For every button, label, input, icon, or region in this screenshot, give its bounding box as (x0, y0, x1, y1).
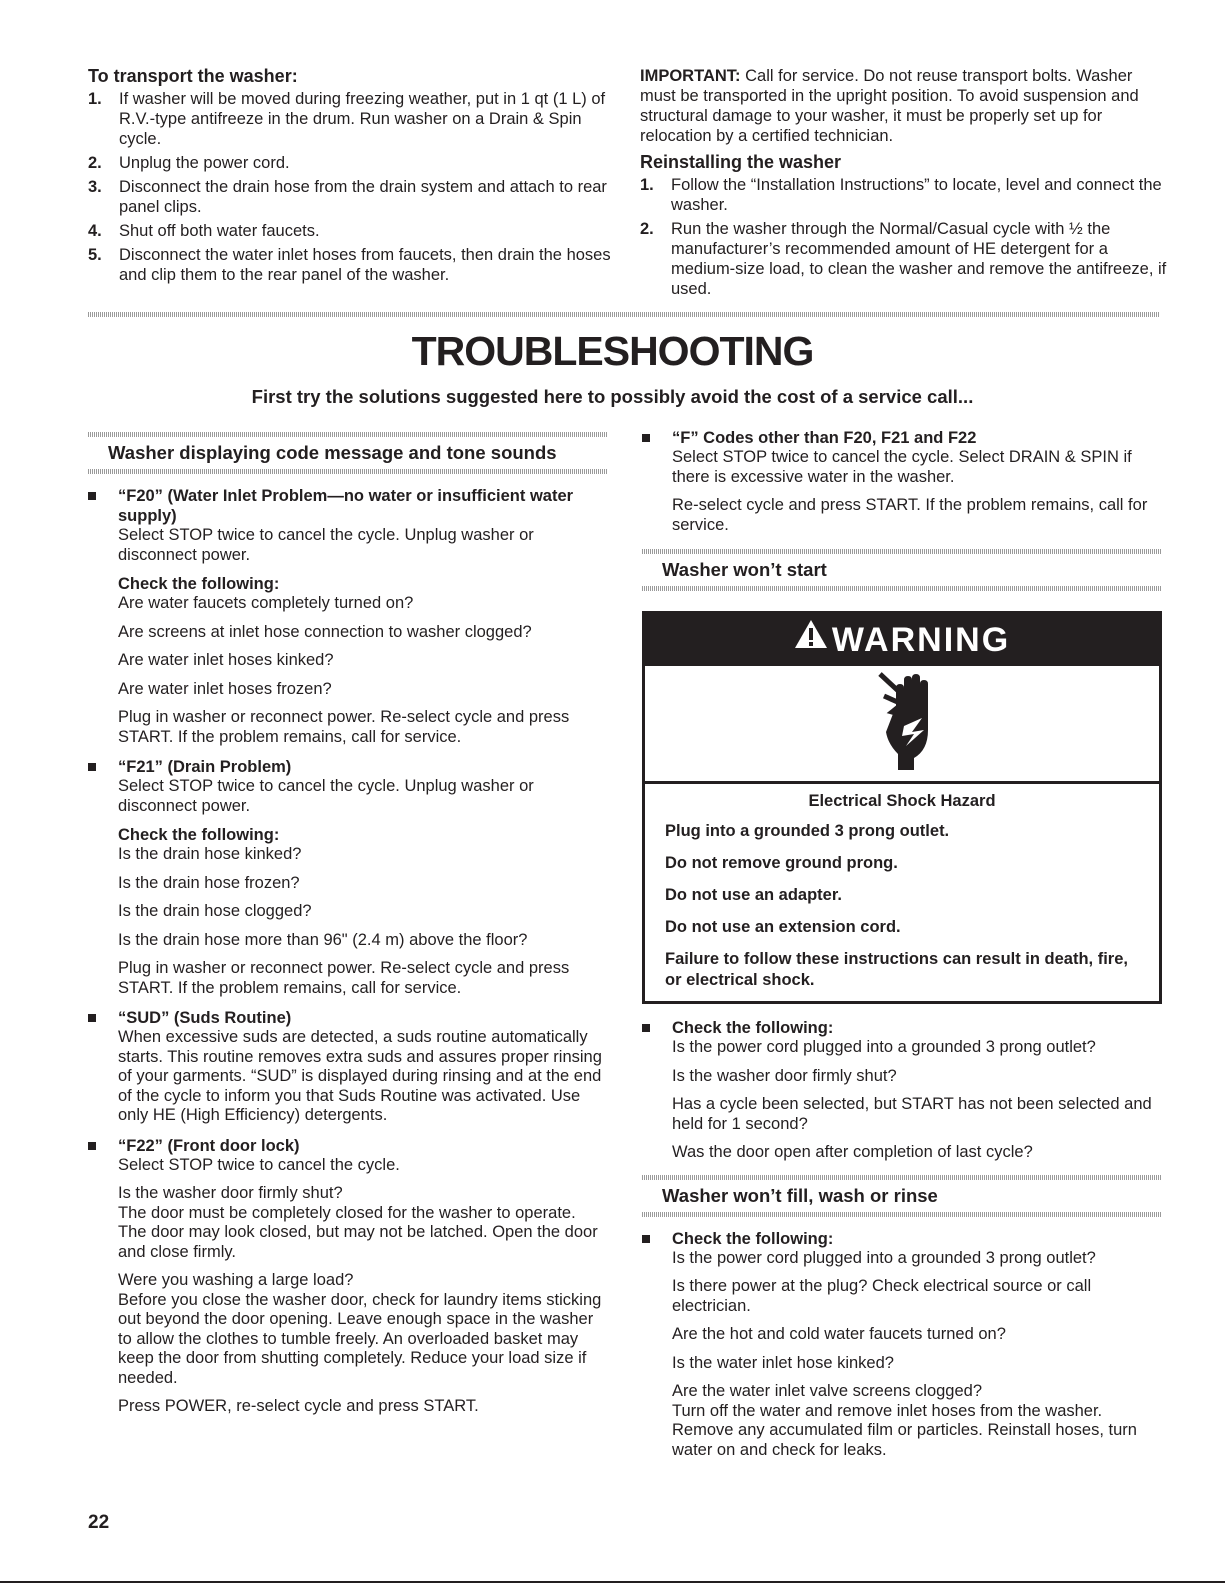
reinstall-steps (640, 175, 1168, 299)
warning-box (642, 611, 1162, 1004)
list-item (88, 1136, 608, 1417)
codes-column (88, 428, 608, 1417)
check-line: Are water inlet hoses kinked? (118, 651, 334, 669)
reinstall-column (640, 66, 1168, 303)
page-subtitle: First try the solutions suggested here to possibly avoid the cost of a service call... (251, 386, 974, 407)
list-item (642, 1229, 1162, 1461)
code-title: “F22” (Front door lock) (118, 1136, 300, 1155)
page-number: 22 (88, 1512, 110, 1533)
bullet-icon (642, 1024, 650, 1032)
warning-line: Failure to follow these instructions can result in death, fire, or electrical shock. (665, 950, 1128, 989)
check-line: Plug in washer or reconnect power. Re-select cycle and press START. If the problem remains, call for service. (118, 708, 570, 746)
code-title: “F” Codes other than F20, F21 and F22 (672, 429, 977, 447)
shock-hazard-icon (645, 666, 1159, 784)
step-text: Run the washer through the Normal/Casual cycle with ½ the manufacturer’s recommended amount of HE detergent for a medium-size load, to clean the washer and remove the antifreeze, if used. (671, 220, 1167, 298)
list-item (88, 1008, 608, 1126)
check-heading: Check the following: (118, 826, 280, 844)
transport-column (88, 66, 618, 289)
code-text: When excessive suds are detected, a suds routine automatically starts. This routine removes extra suds and assures proper rinsing of your garments. “SUD” is displayed during rinsing and at the end of the cycle to inform you that Suds Routine was activated. Use only HE (High Efficiency) detergents. (118, 1028, 602, 1124)
check-line: Was the door open after completion of last cycle? (672, 1143, 1033, 1161)
check-line: Has a cycle been selected, but START has not been selected and held for 1 second? (672, 1095, 1152, 1133)
check-line: Are water inlet hoses frozen? (118, 679, 332, 698)
hazard-title: Electrical Shock Hazard (808, 792, 996, 810)
check-line: Is the power cord plugged into a grounded 3 prong outlet? (672, 1038, 1096, 1056)
answer-text: Before you close the washer door, check for laundry items sticking out beyond the door opening. Leave enough space in the washer to allow the clothes to tumble freely. An overloaded basket may keep the door from shutting completely. Reduce your load size if needed. (118, 1290, 602, 1387)
code-intro: Select STOP twice to cancel the cycle. Unplug washer or disconnect power. (118, 526, 534, 564)
list-item (88, 221, 618, 241)
list-item (642, 1018, 1162, 1163)
step-number: 1. (88, 90, 102, 108)
list-item (88, 177, 618, 217)
bullet-icon (88, 492, 96, 500)
wont-fill-heading: Washer won’t fill, wash or rinse (642, 1171, 1162, 1219)
step-number: 5. (88, 246, 102, 264)
bullet-icon (88, 763, 96, 771)
check-line: Are water faucets completely turned on? (118, 594, 414, 612)
warning-label: WARNING (831, 621, 1011, 659)
bullet-icon (88, 1014, 96, 1022)
warning-line: Plug into a grounded 3 prong outlet. (665, 822, 950, 840)
question-text: Are the water inlet valve screens clogged? (672, 1382, 983, 1400)
check-heading: Check the following: (118, 575, 280, 593)
code-title: “SUD” (Suds Routine) (118, 1009, 292, 1027)
list-item (88, 757, 608, 998)
check-line: Is the water inlet hose kinked? (672, 1353, 894, 1372)
warning-line: Do not use an extension cord. (665, 918, 901, 936)
list-item (640, 175, 1168, 215)
step-number: 2. (640, 220, 654, 238)
list-item (640, 219, 1168, 299)
warning-banner (645, 614, 1159, 666)
step-text: Unplug the power cord. (119, 154, 290, 172)
important-note (640, 66, 1168, 146)
bullet-icon (88, 1142, 96, 1150)
warning-line: Do not remove ground prong. (665, 854, 898, 872)
transport-steps (88, 89, 618, 285)
step-number: 3. (88, 178, 102, 196)
important-text: Call for service. Do not reuse transport bolts. Washer must be transported in the upright position. To avoid suspension and structural damage to your washer, it must be properly set up for relocation by a certified technician. (640, 67, 1139, 145)
question-text: Were you washing a large load? (118, 1271, 354, 1289)
page-title: TROUBLESHOOTING (411, 328, 814, 374)
list-item (88, 153, 618, 173)
code-final: Press POWER, re-select cycle and press START. (118, 1397, 479, 1415)
check-line: Plug in washer or reconnect power. Re-select cycle and press START. If the problem remains, call for service. (118, 959, 570, 997)
code-title: “F20” (Water Inlet Problem—no water or insufficient water supply) (118, 487, 574, 525)
bottom-rule (0, 1581, 1225, 1583)
reinstall-heading: Reinstalling the washer (640, 152, 842, 172)
check-line: Are the hot and cold water faucets turned on? (672, 1325, 1006, 1343)
warning-triangle-icon (794, 612, 828, 664)
check-line: Are screens at inlet hose connection to washer clogged? (118, 622, 532, 641)
check-line: Is the power cord plugged into a grounded 3 prong outlet? (672, 1248, 1096, 1267)
list-item (88, 89, 618, 149)
code-title: “F21” (Drain Problem) (118, 758, 292, 776)
bullet-icon (642, 1235, 650, 1243)
step-number: 2. (88, 154, 102, 172)
answer-text: The door must be completely closed for the washer to operate. The door may look closed, but may not be latched. Open the door and close firmly. (118, 1203, 598, 1261)
warning-text (645, 784, 1159, 1001)
warning-line: Do not use an adapter. (665, 886, 842, 904)
check-line: Is the washer door firmly shut? (672, 1066, 897, 1085)
solutions-column (642, 428, 1162, 1460)
check-heading: Check the following: (672, 1019, 834, 1037)
code-text: Re-select cycle and press START. If the problem remains, call for service. (672, 496, 1148, 534)
list-item (88, 486, 608, 747)
step-text: Shut off both water faucets. (119, 222, 320, 240)
code-intro: Select STOP twice to cancel the cycle. Unplug washer or disconnect power. (118, 777, 534, 815)
section-divider (88, 312, 1160, 317)
check-line: Is the drain hose clogged? (118, 902, 312, 920)
check-line: Is the drain hose frozen? (118, 873, 300, 892)
transport-heading: To transport the washer: (88, 66, 298, 86)
check-line: Is the drain hose kinked? (118, 845, 302, 863)
code-text: Select STOP twice to cancel the cycle. Select DRAIN & SPIN if there is excessive water in the washer. (672, 448, 1132, 486)
check-heading: Check the following: (672, 1229, 834, 1248)
check-line: Is the drain hose more than 96" (2.4 m) above the floor? (118, 930, 528, 949)
codes-heading: Washer displaying code message and tone sounds (88, 428, 608, 476)
important-label: IMPORTANT: (640, 67, 741, 85)
step-text: Follow the “Installation Instructions” to locate, level and connect the washer. (671, 176, 1162, 214)
step-number: 4. (88, 222, 102, 240)
code-intro: Select STOP twice to cancel the cycle. (118, 1155, 400, 1174)
list-item (88, 245, 618, 285)
step-text: If washer will be moved during freezing weather, put in 1 qt (1 L) of R.V.-type antifreeze in the drum. Run washer on a Drain & Spin cycle. (119, 90, 606, 148)
bullet-icon (642, 434, 650, 442)
step-number: 1. (640, 176, 654, 194)
wont-start-heading: Washer won’t start (642, 545, 1162, 593)
step-text: Disconnect the drain hose from the drain system and attach to rear panel clips. (119, 178, 607, 216)
step-text: Disconnect the water inlet hoses from faucets, then drain the hoses and clip them to the rear panel of the washer. (119, 246, 611, 284)
question-text: Is the washer door firmly shut? (118, 1184, 343, 1202)
check-line: Is there power at the plug? Check electrical source or call electrician. (672, 1277, 1092, 1315)
answer-text: Turn off the water and remove inlet hoses from the washer. Remove any accumulated film or particles. Reinstall hoses, turn water on and check for leaks. (672, 1401, 1137, 1459)
list-item (642, 428, 1162, 535)
